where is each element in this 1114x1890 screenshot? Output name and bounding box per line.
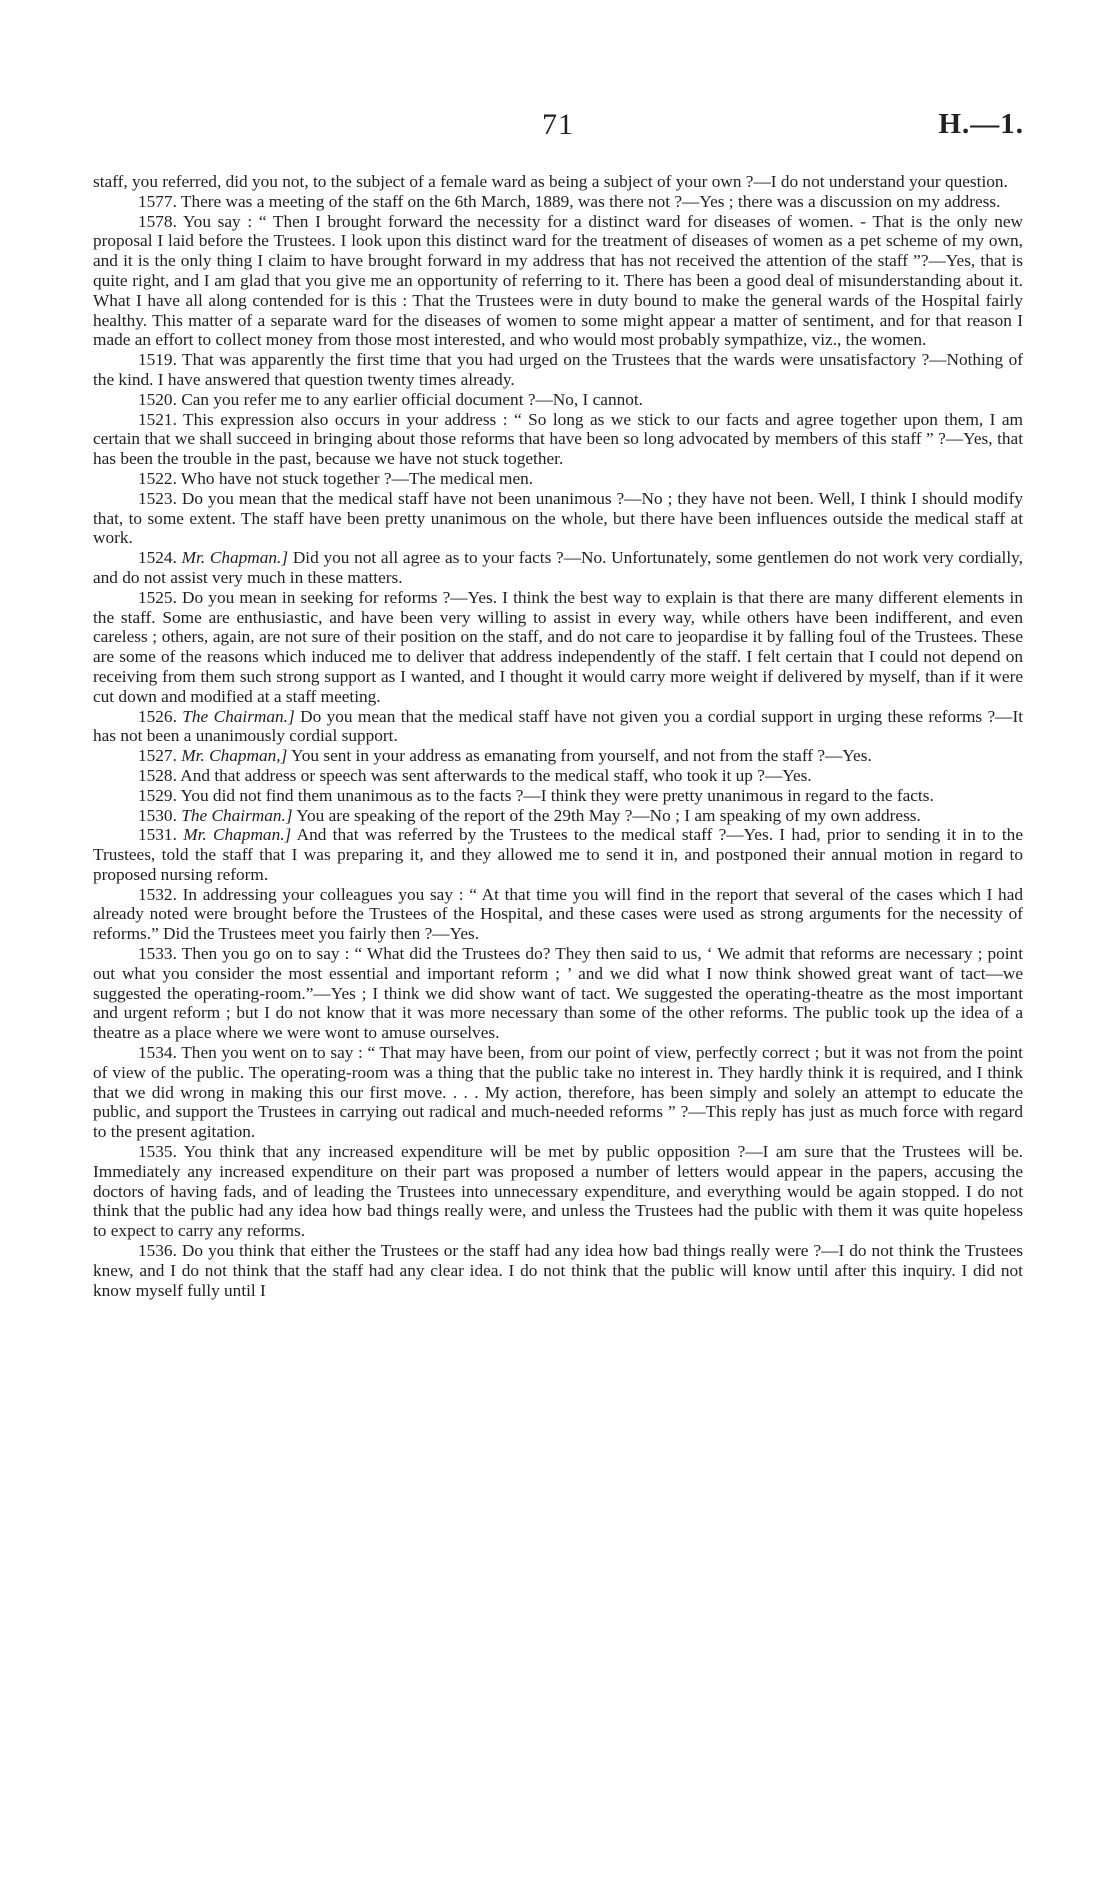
question-number: 1521. (138, 409, 177, 429)
question-number: 1534. (138, 1043, 177, 1063)
document-body (93, 172, 1023, 1300)
paragraph-text: And that address or speech was sent afterwards to the medical staff, who took it up ?—Yes. (180, 765, 812, 785)
speaker-label: The Chairman.] (182, 706, 295, 726)
question-number: 1578. (138, 211, 177, 231)
question-number: 1520. (138, 389, 177, 409)
paragraph-text: There was a meeting of the staff on the 6th March, 1889, was there not ?—Yes ; there was a discussion on my address. (180, 191, 1001, 211)
question-number: 1527. (138, 746, 177, 766)
paragraph-text: In addressing your colleagues you say : “ At that time you will find in the report that several of the cases which I had already noted were brought before the Trustees of the Hospital, and these cases were used as strong arguments for the necessity of reforms.” Did the Trustees meet you fairly then ?—Yes. (93, 884, 1024, 944)
page-number: 71 (542, 108, 574, 141)
paragraph-text: staff, you referred, did you not, to the subject of a female ward as being a subject of your own ?—I do not understand your question. (93, 172, 1008, 191)
question-number: 1530. (138, 805, 177, 825)
paragraph (93, 707, 1023, 747)
paragraph-text: You are speaking of the report of the 29th May ?—No ; I am speaking of my own address. (292, 805, 921, 825)
paragraph-text: Do you mean that the medical staff have not given you a cordial support in urging these reforms ?—It has not been a unanimously cordial support. (93, 706, 1024, 746)
paragraph (93, 350, 1023, 390)
paragraph-text: Then you went on to say : “ That may have been, from our point of view, perfectly correct ; but it was not from the point of view of the public. The operating-room was a thing that the public take no interest in. They hardly think it is required, and I think that we did wrong in making this our first move. . . . My action, therefore, has been simply and solely an attempt to educate the public, and support the Trustees in carrying out radical and much-needed reforms ” ?—This reply has just as much force with regard to the present agitation. (93, 1043, 1023, 1142)
question-number: 1524. (138, 548, 177, 568)
question-number: 1522. (138, 468, 177, 488)
question-number: 1533. (138, 944, 177, 964)
paragraph (93, 588, 1023, 707)
question-number: 1577. (138, 191, 177, 211)
paragraph (93, 825, 1023, 884)
paragraph-text: Then you go on to say : “ What did the Trustees do? They then said to us, ‘ We admit that reforms are necessary ; point out what you consider the most essential and important reform ; ’ and we did what I now think showed great want of tact—we suggested the operating-room.”—Yes ; I think we did show want of tact. We suggested the operating-theatre as the most important and urgent reform ; but I do not know that it was more necessary than some of the other reforms. The public took up the idea of a theatre as a place where we were wont to amuse ourselves. (93, 944, 1023, 1043)
paragraph-text: You say : “ Then I brought forward the necessity for a distinct ward for diseases of women. - That is the only new proposal I laid before the Trustees. I look upon this distinct ward for the treatment of diseases of women as a pet scheme of my own, and it is the only thing I claim to have brought forward in my address that has not received the attention of the staff ”?—Yes, that is quite right, and I am glad that you give me an opportunity of referring to it. There has been a good deal of misunderstanding about it. What I have all along contended for is this : That the Trustees were in duty bound to make the general wards of the Hospital fairly healthy. This matter of a separate ward for the diseases of women to some might appear a matter of sentiment, and for that reason I made an effort to collect money from those most interested, and who would most probably sympathize, viz., the women. (93, 211, 1023, 350)
speaker-label: The Chairman.] (181, 805, 293, 825)
question-number: 1531. (138, 825, 177, 845)
paragraph (93, 766, 1023, 786)
page-header (92, 108, 1024, 148)
paragraph-text: This expression also occurs in your address : “ So long as we stick to our facts and agree together upon them, I am certain that we shall succeed in bringing about those reforms that have been so long advocated by members of this staff ” ?—Yes, that has been the trouble in the past, because we have not stuck together. (93, 409, 1023, 469)
paragraph-text: Did you not all agree as to your facts ?—No. Unfortunately, some gentlemen do not work very cordially, and do not assist very much in these matters. (93, 548, 1023, 587)
question-number: 1525. (138, 587, 177, 607)
speaker-label: Mr. Chapman,] (181, 746, 288, 766)
paragraph-text: And that was referred by the Trustees to the medical staff ?—Yes. I had, prior to sending it in to the Trustees, told the staff that I was preparing it, and they allowed me to send it in, and postponed their annual motion in regard to proposed nursing reform. (93, 825, 1023, 884)
paragraph-text: Who have not stuck together ?—The medical men. (180, 468, 534, 488)
paragraph (93, 1241, 1023, 1300)
question-number: 1519. (138, 350, 177, 370)
paragraph (93, 489, 1023, 548)
paragraph (93, 1142, 1023, 1241)
paragraph-text: Do you mean that the medical staff have not been unanimous ?—No ; they have not been. Well, I think I should modify that, to some extent. The staff have been pretty unanimous on the whole, but there have been influences outside the medical staff at work. (93, 488, 1023, 548)
paragraph (93, 806, 1023, 826)
question-number: 1535. (138, 1142, 177, 1162)
speaker-label: Mr. Chapman.] (181, 548, 289, 568)
paragraph (93, 746, 1023, 766)
question-number: 1528. (138, 765, 177, 785)
question-number: 1523. (138, 488, 177, 508)
paragraph (93, 548, 1023, 588)
document-reference: H.—1. (938, 108, 1024, 140)
question-number: 1529. (138, 785, 177, 805)
paragraph (93, 885, 1023, 944)
paragraph (93, 212, 1023, 351)
paragraph (93, 786, 1023, 806)
speaker-label: Mr. Chapman.] (183, 825, 292, 845)
paragraph-text: You think that any increased expenditure will be met by public opposition ?—I am sure that the Trustees will be. Immediately any increased expenditure on their part was proposed a number of letters would appear in the papers, accusing the doctors of having fads, and of leading the Trustees into unnecessary expenditure, and everything would be again stopped. I do not think that the public had any idea how bad things really were, and unless the Trustees had the public with them it was quite hopeless to expect to carry any reforms. (93, 1142, 1023, 1241)
paragraph (93, 390, 1023, 410)
paragraph (93, 1043, 1023, 1142)
paragraph (93, 410, 1023, 469)
paragraph (93, 469, 1023, 489)
paragraph-text: That was apparently the first time that you had urged on the Trustees that the wards were unsatisfactory ?—Nothing of the kind. I have answered that question twenty times already. (93, 350, 1023, 389)
paragraph-text: Do you think that either the Trustees or the staff had any idea how bad things really were ?—I do not think the Trustees knew, and I do not think that the staff had any clear idea. I do not think that the public will know until after this inquiry. I did not know myself fully until I (93, 1241, 1023, 1300)
paragraph (93, 172, 1023, 192)
question-number: 1526. (138, 706, 177, 726)
paragraph-text: You sent in your address as emanating from yourself, and not from the staff ?—Yes. (287, 746, 872, 766)
paragraph-text: Can you refer me to any earlier official document ?—No, I cannot. (181, 389, 643, 409)
paragraph-text: You did not find them unanimous as to the facts ?—I think they were pretty unanimous in regard to the facts. (180, 785, 934, 805)
question-number: 1532. (138, 884, 177, 904)
paragraph-text: Do you mean in seeking for reforms ?—Yes. I think the best way to explain is that there are many different elements in the staff. Some are enthusiastic, and have been very willing to assist in every way, while others have been indifferent, and even careless ; others, again, are not sure of their position on the staff, and do not care to jeopardise it by falling foul of the Trustees. These are some of the reasons which induced me to deliver that address independently of the staff. I felt certain that I could not depend on receiving from them such strong support as I wanted, and I thought it would carry more weight if delivered by myself, than if it were cut down and modified at a staff meeting. (93, 587, 1023, 706)
paragraph (93, 944, 1023, 1043)
paragraph (93, 192, 1023, 212)
question-number: 1536. (138, 1241, 177, 1261)
